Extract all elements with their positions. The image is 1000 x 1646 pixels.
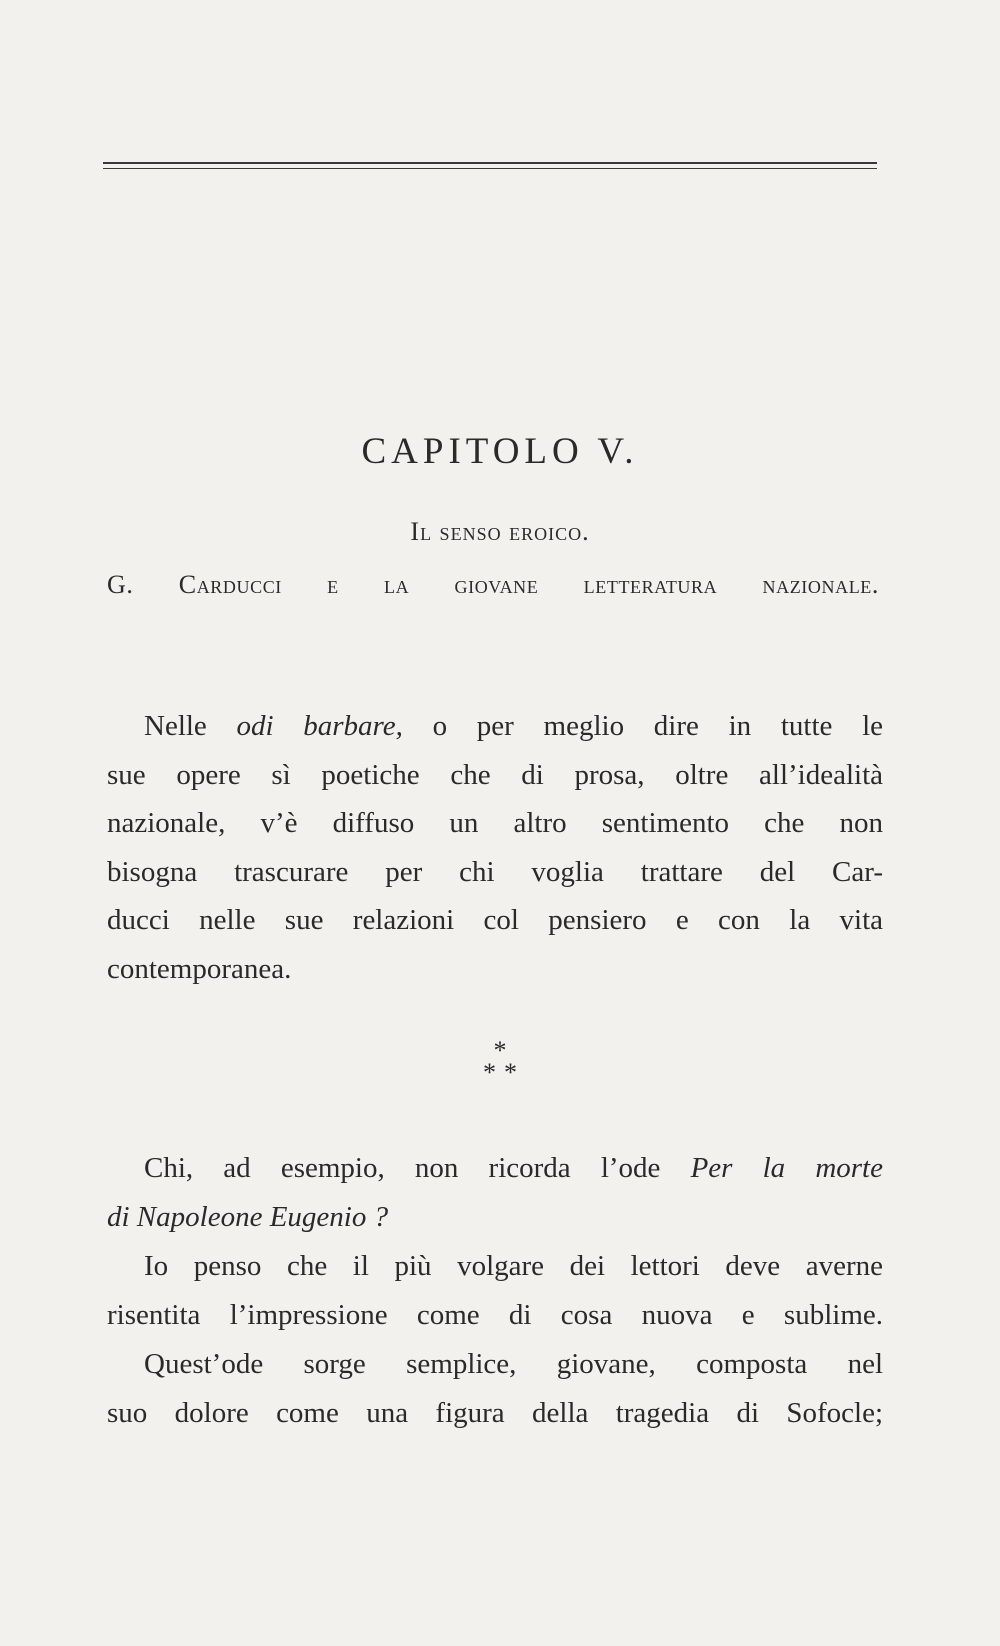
text-line: risentita l’impressione come di cosa nuova e sublime. [107,1298,883,1331]
text-run: Chi, ad esempio, non ricorda l’ode [144,1152,691,1184]
text-line: Io penso che il più volgare dei lettori deve averne [144,1250,883,1282]
paragraph-3 [107,1242,883,1339]
paragraph-4 [107,1340,883,1437]
text-run: o per meglio dire in tutte le [402,710,884,742]
header-rule-thin [103,168,877,169]
italic-run: Per la morte [690,1152,883,1184]
text-run: Nelle [144,710,237,742]
text-line [107,1144,883,1193]
text-line: nazionale, v’è diffuso un altro sentimento che non [107,807,883,839]
asterism-top: * [493,1036,507,1065]
header-rule-thick [103,162,877,164]
text-line: Quest’ode sorge semplice, giovane, composta nel [144,1348,883,1380]
text-line: sue opere sì poetiche che di prosa, oltre all’idealità [107,758,883,791]
chapter-title: CAPITOLO V. [361,431,639,472]
paragraph-1 [107,702,883,993]
italic-run: di Napoleone Eugenio ? [107,1200,389,1233]
text-line: bisogna trascurare per chi voglia trattare del Car- [107,855,883,888]
text-line [107,1193,883,1242]
text-line: ducci nelle sue relazioni col pensiero e con la vita [107,904,883,936]
text-line: contemporanea. [107,952,292,985]
asterism-bottom: ** [483,1058,525,1087]
italic-run: odi barbare, [236,710,403,742]
text-line: suo dolore come una figura della tragedia di Sofocle; [107,1396,883,1429]
text-line [107,702,883,751]
section-title: Il senso eroico. [410,517,590,546]
asterism-divider [0,1036,1000,1090]
paragraph-2 [107,1144,883,1241]
chapter-subtitle: G. Carducci e la giovane letteratura nazionale. [107,570,879,599]
